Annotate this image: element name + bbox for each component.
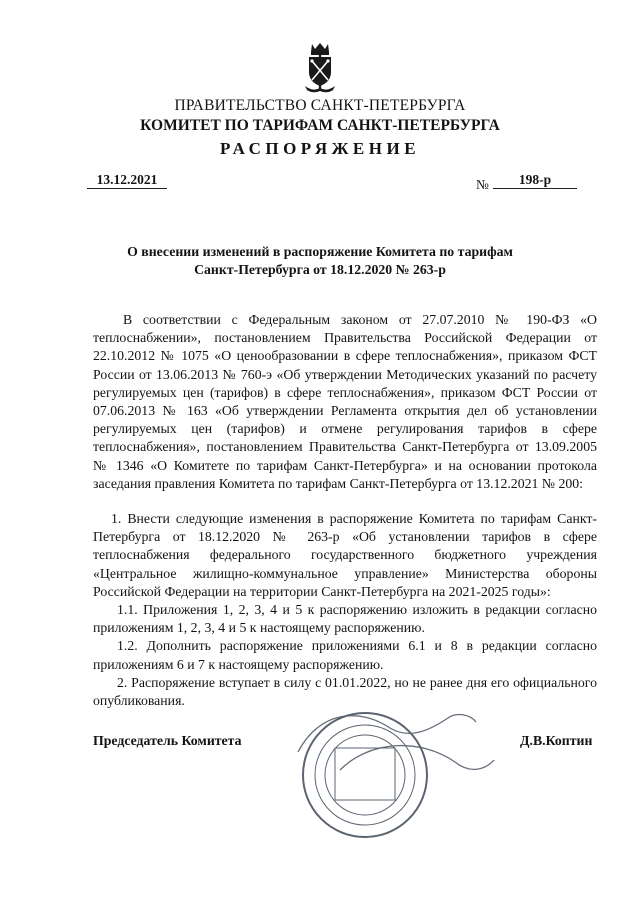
date-underline <box>87 188 167 189</box>
government-heading: ПРАВИТЕЛЬСТВО САНКТ-ПЕТЕРБУРГА <box>174 97 466 114</box>
number-underline <box>493 188 577 189</box>
item-2-paragraph: 2. Распоряжение вступает в силу с 01.01.2022, но не ранее дня его официального опубликования. <box>93 674 597 709</box>
official-stamp <box>280 700 520 870</box>
document-body <box>93 311 597 710</box>
title-line-1: О внесении изменений в распоряжение Комитета по тарифам <box>127 244 513 259</box>
document-type-heading: РАСПОРЯЖЕНИЕ <box>219 139 421 158</box>
item-1-1-paragraph: 1.1. Приложения 1, 2, 3, 4 и 5 к распоряжению изложить в редакции согласно приложениям 1, 2, 3, 4 и 5 к настоящему распоряжению. <box>93 602 597 636</box>
preamble-paragraph: В соответствии с Федеральным законом от 27.07.2010 № 190-ФЗ «О теплоснабжении», постановлением Правительства Российской Федерации от 22.10.2012 № 1075 «О ценообразовании в сфере теплоснабжения», приказом ФСТ России от 13.06.2013 № 760-э «Об утверждении Методических указаний по расчету регулируемых цен (тарифов) в сфере теплоснабжения», приказом ФСТ России от 07.06.2013 № 163 «Об утверждении Регламента открытия дел об установлении регулируемых цен (тарифов) и отмене регулирования тарифов в сфере теплоснабжения», постановлением Правительства Санкт-Петербурга от 13.09.2005 № 1346 «О Комитете по тарифам Санкт-Петербурга» и на основании протокола заседания правления Комитета по тарифам Санкт-Петербурга от 13.12.2021 № 200: <box>93 312 597 491</box>
committee-heading: КОМИТЕТ ПО ТАРИФАМ САНКТ-ПЕТЕРБУРГА <box>140 117 500 134</box>
document-number: 198-р <box>518 172 552 187</box>
item-1-2-paragraph: 1.2. Дополнить распоряжение приложениями 6.1 и 8 в редакции согласно приложениям 6 и 7 к настоящему распоряжению. <box>93 638 597 672</box>
coat-of-arms-icon <box>299 40 341 94</box>
number-sign: № <box>476 177 489 192</box>
signatory-name: Д.В.Коптин <box>520 733 593 748</box>
title-line-2: Санкт-Петербурга от 18.12.2020 № 263-р <box>194 262 446 277</box>
item-1-paragraph: 1. Внести следующие изменения в распоряжение Комитета по тарифам Санкт-Петербурга от 18.12.2020 № 263-р «Об установлении тарифов в сфере теплоснабжения федерального государственного бюджетного учреждения «Центральное жилищно-коммунальное управление» Министерства обороны Российской Федерации на территории Санкт-Петербурга на 2021-2025 годы»: <box>93 511 597 599</box>
signatory-position: Председатель Комитета <box>93 733 242 748</box>
document-title <box>110 243 530 279</box>
document-date: 13.12.2021 <box>96 172 158 187</box>
